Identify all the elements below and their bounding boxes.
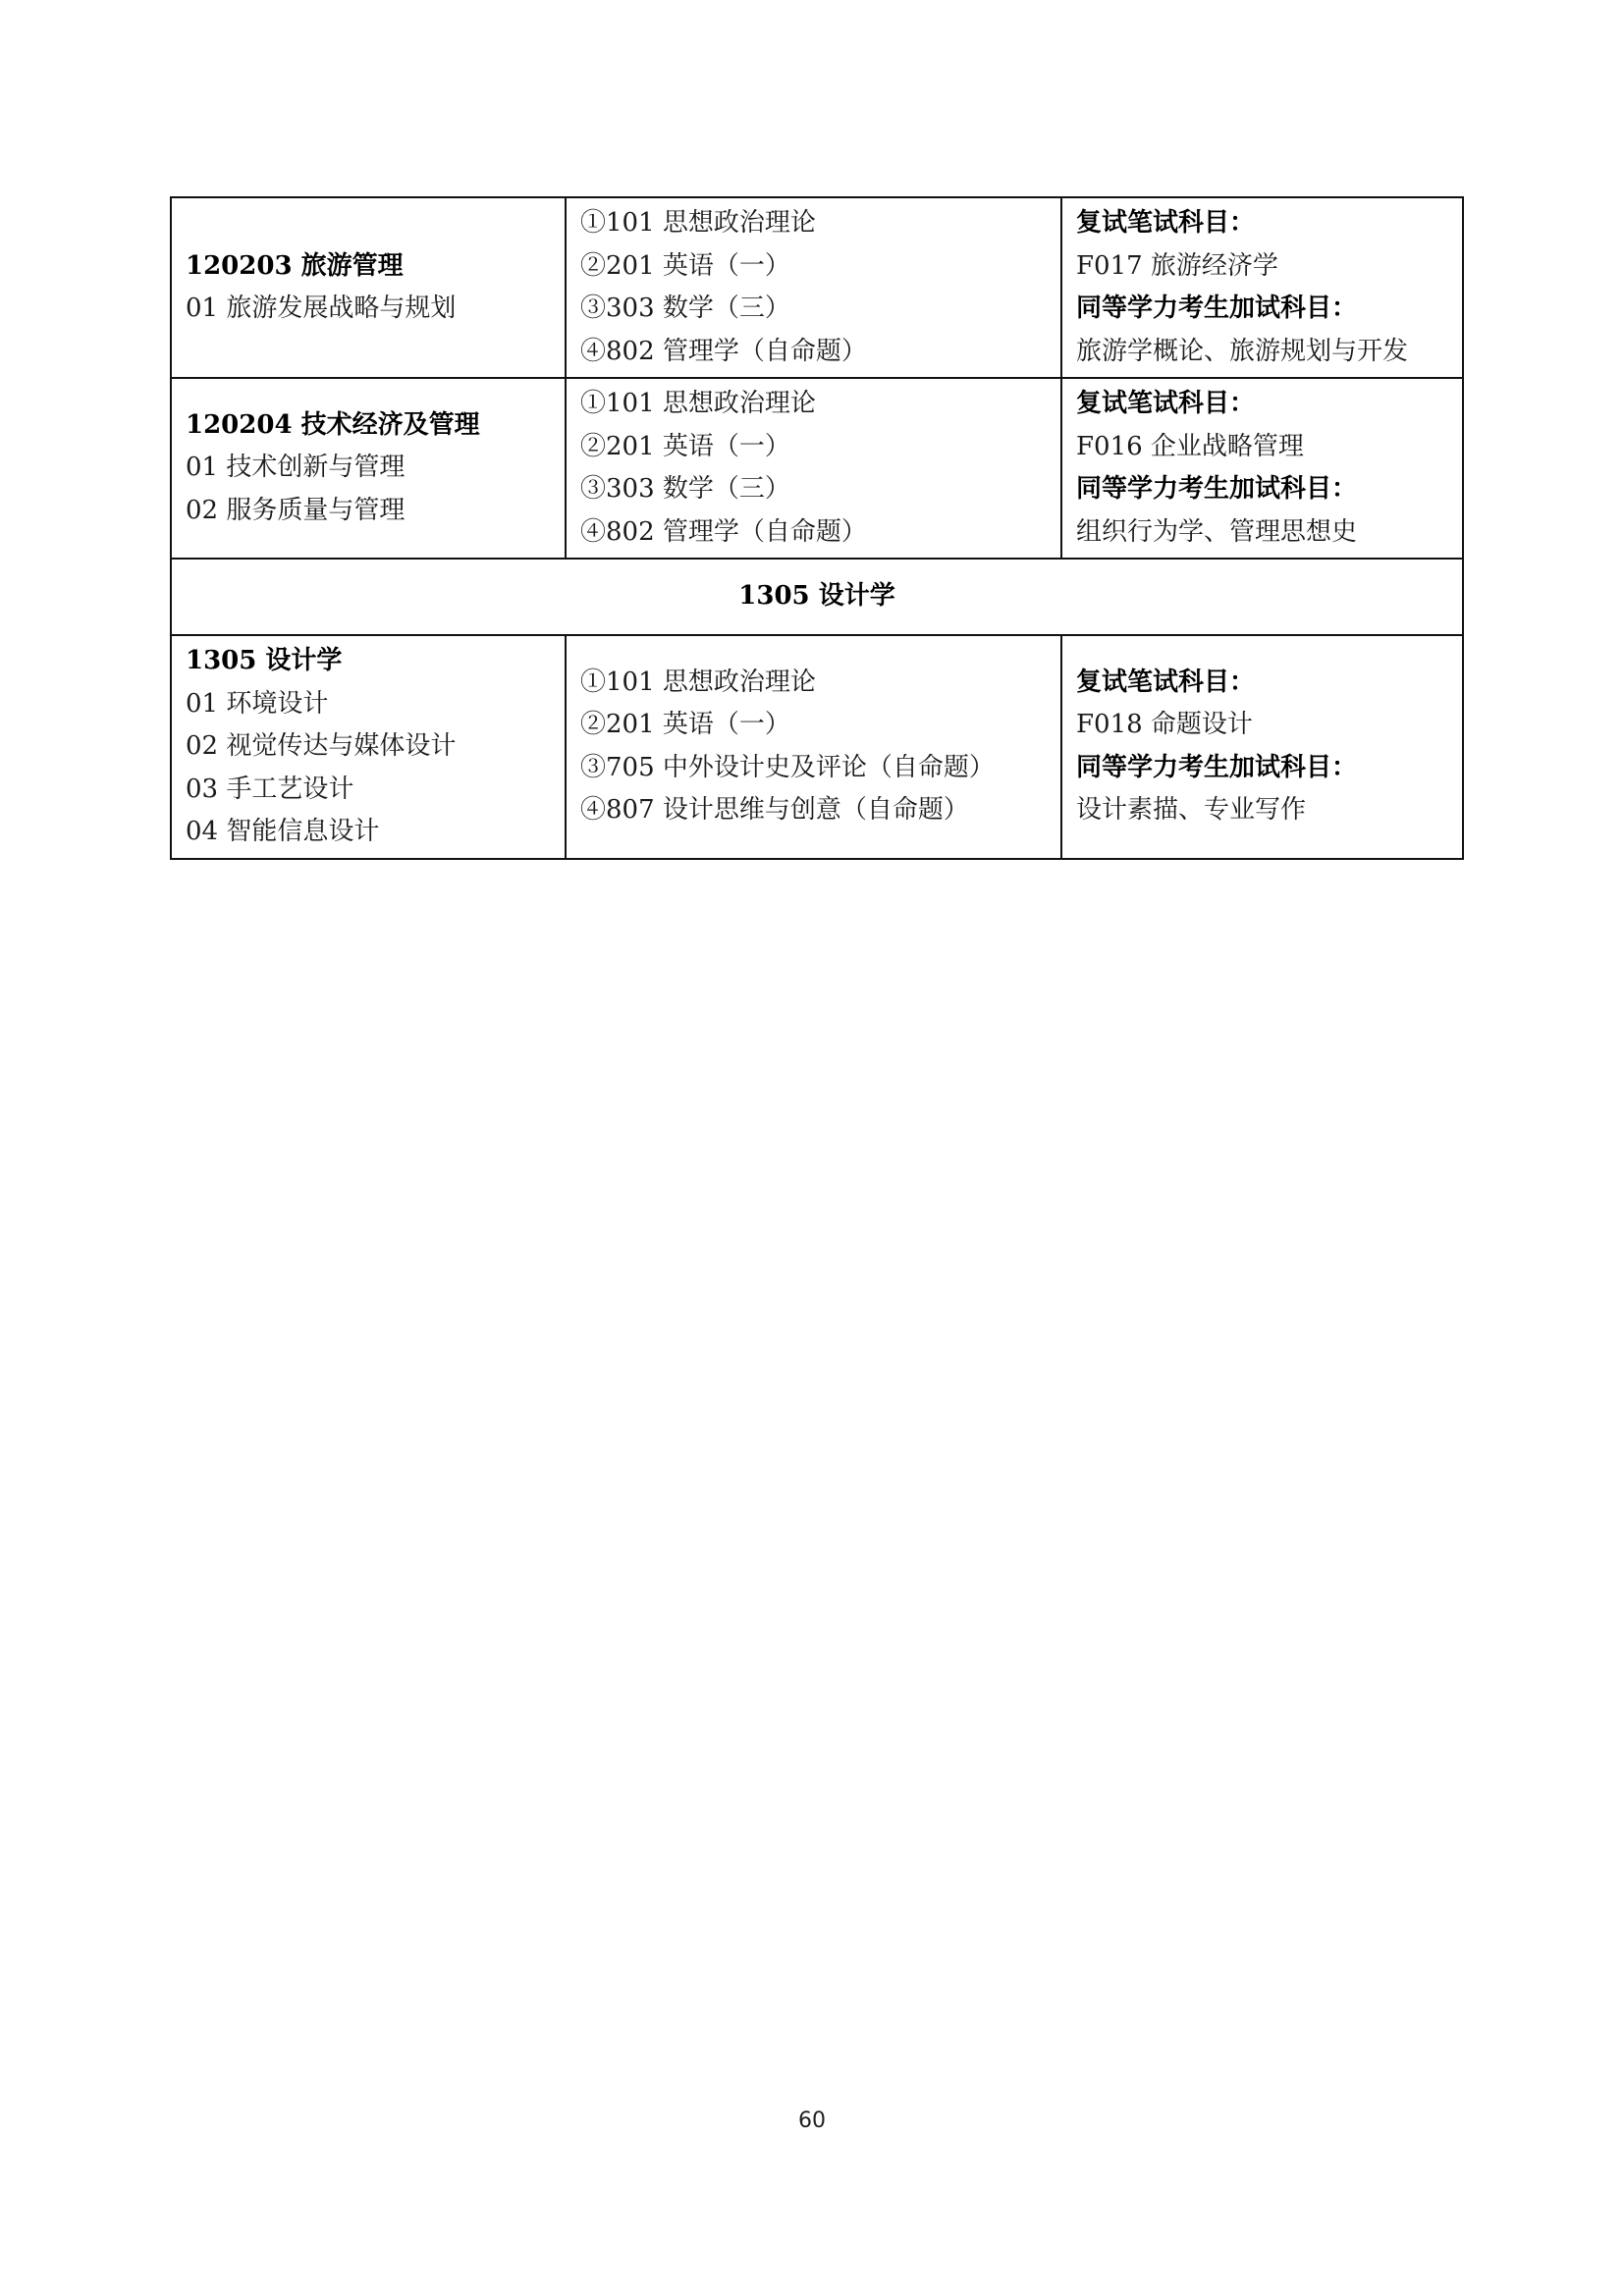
exam-item: ②201 英语（一） [580,710,790,740]
admissions-table [170,196,1464,860]
retest-cell [1061,635,1463,859]
direction-item: 02 视觉传达与媒体设计 [186,731,457,761]
retest-subject: F016 企业战略管理 [1076,431,1304,461]
extra-exam-subjects: 旅游学概论、旅游规划与开发 [1076,336,1409,366]
table-row [171,635,1463,859]
exam-item: ④802 管理学（自命题） [580,516,867,547]
exam-item: ④807 设计思维与创意（自命题） [580,795,969,826]
retest-label: 复试笔试科目： [1076,208,1256,238]
exam-item: ②201 英语（一） [580,250,790,281]
retest-subject: F017 旅游经济学 [1076,250,1278,281]
retest-subject: F018 命题设计 [1076,710,1253,740]
extra-exam-label: 同等学力考生加试科目： [1076,294,1358,323]
retest-label: 复试笔试科目： [1076,667,1256,697]
retest-cell [1061,378,1463,559]
program-title: 120204 技术经济及管理 [186,409,480,440]
program-cell [171,197,566,378]
exam-item: ④802 管理学（自命题） [580,336,867,366]
extra-exam-subjects: 设计素描、专业写作 [1076,795,1307,826]
exam-item: ③303 数学（三） [580,294,790,323]
exam-item: ③705 中外设计史及评论（自命题） [580,752,995,782]
retest-cell [1061,197,1463,378]
program-title: 120203 旅游管理 [186,250,404,281]
exam-item: ①101 思想政治理论 [580,389,816,418]
table-row [171,197,1463,378]
extra-exam-label: 同等学力考生加试科目： [1076,474,1358,504]
program-cell [171,635,566,859]
exam-item: ②201 英语（一） [580,431,790,461]
direction-item: 02 服务质量与管理 [186,495,406,525]
direction-item: 03 手工艺设计 [186,774,354,804]
exam-item: ③303 数学（三） [580,474,790,504]
direction-item: 04 智能信息设计 [186,817,380,846]
direction-item: 01 旅游发展战略与规划 [186,294,457,323]
extra-exam-label: 同等学力考生加试科目： [1076,752,1358,782]
retest-label: 复试笔试科目： [1076,389,1256,418]
exam-item: ①101 思想政治理论 [580,667,816,697]
direction-item: 01 环境设计 [186,688,329,719]
exam-cell [566,197,1061,378]
extra-exam-subjects: 组织行为学、管理思想史 [1076,516,1358,547]
exam-item: ①101 思想政治理论 [580,208,816,238]
program-title: 1305 设计学 [186,646,343,675]
section-header-row [171,559,1463,635]
program-cell [171,378,566,559]
page-number: 60 [798,2109,826,2133]
section-header: 1305 设计学 [171,559,1463,635]
table-row [171,378,1463,559]
exam-cell [566,378,1061,559]
direction-item: 01 技术创新与管理 [186,453,406,483]
exam-cell [566,635,1061,859]
